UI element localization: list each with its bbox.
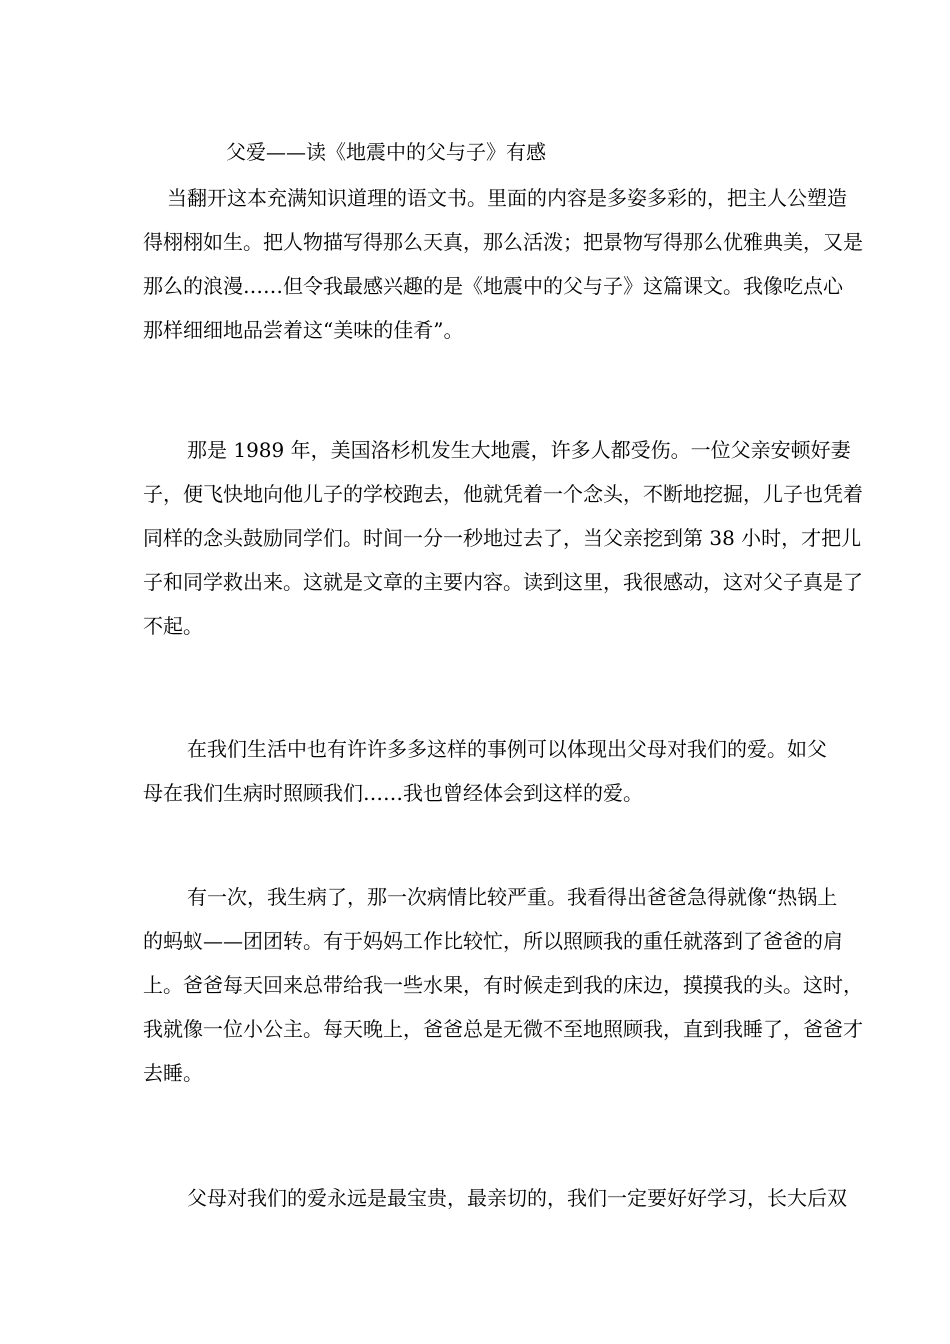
paragraph-line: 那是 1989 年，美国洛杉机发生大地震，许多人都受伤。一位父亲安顿好妻 xyxy=(187,438,851,462)
paragraph-line: 那么的浪漫……但令我最感兴趣的是《地震中的父与子》这篇课文。我像吃点心 xyxy=(143,274,843,298)
paragraph-line: 子和同学救出来。这就是文章的主要内容。读到这里，我很感动，这对父子真是了 xyxy=(143,570,863,594)
paragraph-line: 上。爸爸每天回来总带给我一些水果，有时候走到我的床边，摸摸我的头。这时， xyxy=(143,973,863,997)
paragraph-line: 当翻开这本充满知识道理的语文书。里面的内容是多姿多彩的，把主人公塑造 xyxy=(167,186,847,210)
paragraph-line: 母在我们生病时照顾我们……我也曾经体会到这样的爱。 xyxy=(143,781,643,805)
paragraph-2 xyxy=(143,428,863,648)
paragraph-line: 去睡。 xyxy=(143,1061,203,1085)
paragraph-line: 父母对我们的爱永远是最宝贵，最亲切的，我们一定要好好学习，长大后双 xyxy=(187,1186,847,1210)
paragraph-line: 我就像一位小公主。每天晚上，爸爸总是无微不至地照顾我，直到我睡了，爸爸才 xyxy=(143,1017,863,1041)
paragraph-5 xyxy=(143,1176,847,1220)
paragraph-line: 在我们生活中也有许许多多这样的事例可以体现出父母对我们的爱。如父 xyxy=(187,737,827,761)
paragraph-1 xyxy=(143,176,863,352)
paragraph-4 xyxy=(143,875,863,1095)
paragraph-line: 得栩栩如生。把人物描写得那么天真，那么活泼；把景物写得那么优雅典美，又是 xyxy=(143,230,863,254)
paragraph-line: 那样细细地品尝着这“美味的佳肴”。 xyxy=(143,318,464,342)
document-title: 父爱——读《地震中的父与子》有感 xyxy=(226,140,546,164)
paragraph-line: 同样的念头鼓励同学们。时间一分一秒地过去了，当父亲挖到第 38 小时，才把儿 xyxy=(143,526,862,550)
paragraph-line: 子，便飞快地向他儿子的学校跑去，他就凭着一个念头，不断地挖掘，儿子也凭着 xyxy=(143,482,863,506)
paragraph-line: 不起。 xyxy=(143,614,203,638)
paragraph-3 xyxy=(143,727,827,815)
paragraph-line: 有一次，我生病了，那一次病情比较严重。我看得出爸爸急得就像“热锅上 xyxy=(187,885,838,909)
paragraph-line: 的蚂蚁——团团转。有于妈妈工作比较忙，所以照顾我的重任就落到了爸爸的肩 xyxy=(143,929,843,953)
